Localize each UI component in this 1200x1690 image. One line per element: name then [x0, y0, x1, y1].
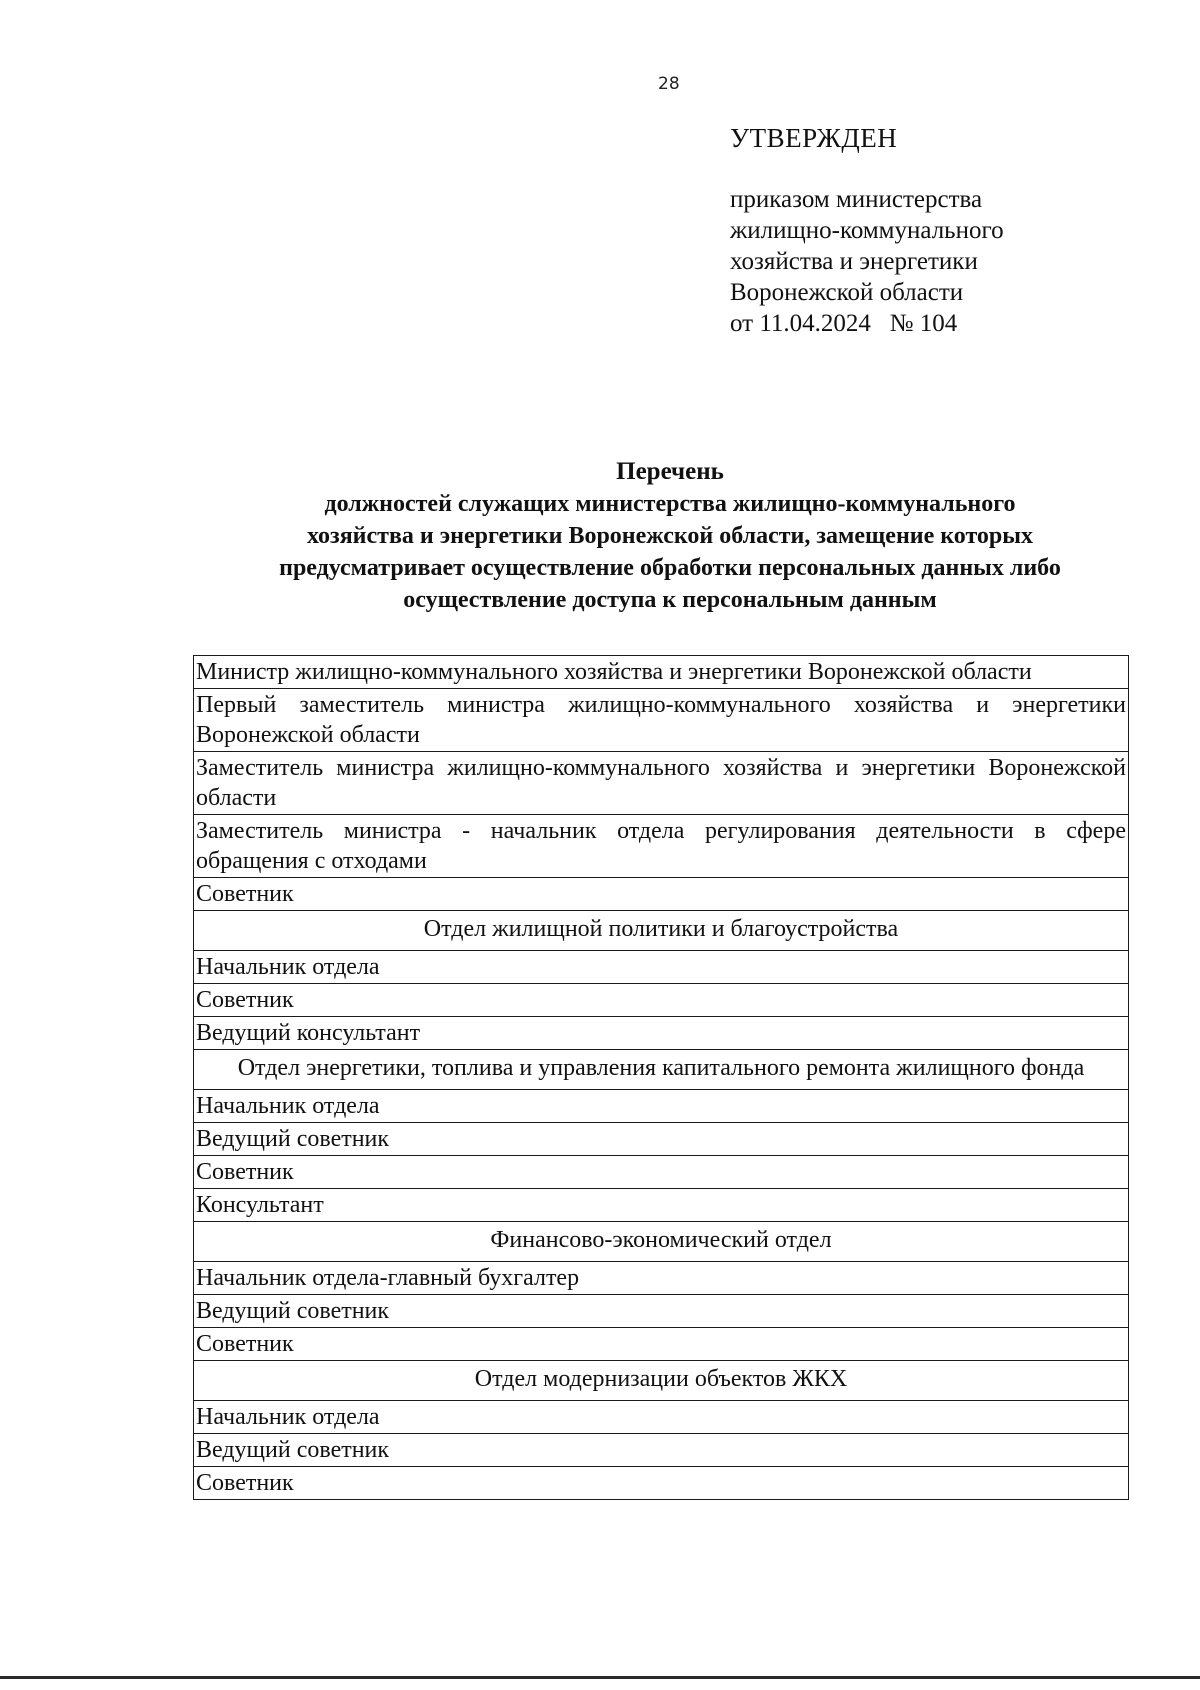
position-name: Начальник отдела [194, 951, 1129, 984]
position-name: Заместитель министра жилищно-коммунального хозяйства и энергетики Воронежской области [194, 752, 1129, 815]
positions-table-body [194, 656, 1129, 1500]
scan-bottom-edge [0, 1676, 1200, 1679]
position-name: Советник [194, 1467, 1129, 1500]
table-row [194, 815, 1129, 878]
position-name: Ведущий советник [194, 1295, 1129, 1328]
table-row [194, 1467, 1129, 1500]
approval-line: жилищно-коммунального [730, 217, 1004, 244]
section-row [194, 1222, 1129, 1262]
approval-block [730, 120, 1160, 339]
position-name: Ведущий консультант [194, 1017, 1129, 1050]
table-row [194, 656, 1129, 689]
section-title: Отдел жилищной политики и благоустройства [194, 911, 1129, 951]
approval-line: приказом министерства [730, 186, 983, 213]
table-row [194, 1090, 1129, 1123]
heading-title: Перечень [616, 458, 724, 485]
table-row [194, 1156, 1129, 1189]
position-name: Первый заместитель министра жилищно-коммунального хозяйства и энергетики Воронежской области [194, 689, 1129, 752]
approval-line: Воронежской области [730, 279, 964, 306]
section-title: Отдел модернизации объектов ЖКХ [194, 1361, 1129, 1401]
table-row [194, 1434, 1129, 1467]
position-name: Министр жилищно-коммунального хозяйства и энергетики Воронежской области [194, 656, 1129, 689]
approval-line: хозяйства и энергетики [730, 248, 978, 275]
positions-table [193, 655, 1129, 1500]
page-number: 28 [658, 74, 680, 94]
table-row [194, 951, 1129, 984]
position-name: Ведущий советник [194, 1434, 1129, 1467]
table-row [194, 689, 1129, 752]
position-name: Начальник отдела [194, 1090, 1129, 1123]
position-name: Советник [194, 1156, 1129, 1189]
position-name: Советник [194, 1328, 1129, 1361]
table-row [194, 1401, 1129, 1434]
table-row [194, 1189, 1129, 1222]
table-row [194, 1123, 1129, 1156]
position-name: Начальник отдела-главный бухгалтер [194, 1262, 1129, 1295]
heading-line: осуществление доступа к персональным данным [403, 587, 937, 613]
table-row [194, 878, 1129, 911]
table-row [194, 1328, 1129, 1361]
position-name: Консультант [194, 1189, 1129, 1222]
table-row [194, 1295, 1129, 1328]
table-row [194, 752, 1129, 815]
position-name: Заместитель министра - начальник отдела регулирования деятельности в сфере обращения с отходами [194, 815, 1129, 878]
section-title: Отдел энергетики, топлива и управления капитального ремонта жилищного фонда [194, 1050, 1129, 1090]
approval-title: УТВЕРЖДЕН [730, 123, 898, 153]
section-title: Финансово-экономический отдел [194, 1222, 1129, 1262]
table-row [194, 1017, 1129, 1050]
document-heading [150, 456, 1190, 616]
position-name: Ведущий советник [194, 1123, 1129, 1156]
section-row [194, 911, 1129, 951]
heading-line: хозяйства и энергетики Воронежской области, замещение которых [306, 523, 1034, 549]
heading-line: предусматривает осуществление обработки персональных данных либо [279, 555, 1061, 581]
position-name: Начальник отдела [194, 1401, 1129, 1434]
approval-date-number: от 11.04.2024 № 104 [730, 310, 958, 337]
table-row [194, 984, 1129, 1017]
heading-line: должностей служащих министерства жилищно-коммунального [324, 491, 1016, 517]
section-row [194, 1361, 1129, 1401]
section-row [194, 1050, 1129, 1090]
table-row [194, 1262, 1129, 1295]
position-name: Советник [194, 984, 1129, 1017]
position-name: Советник [194, 878, 1129, 911]
